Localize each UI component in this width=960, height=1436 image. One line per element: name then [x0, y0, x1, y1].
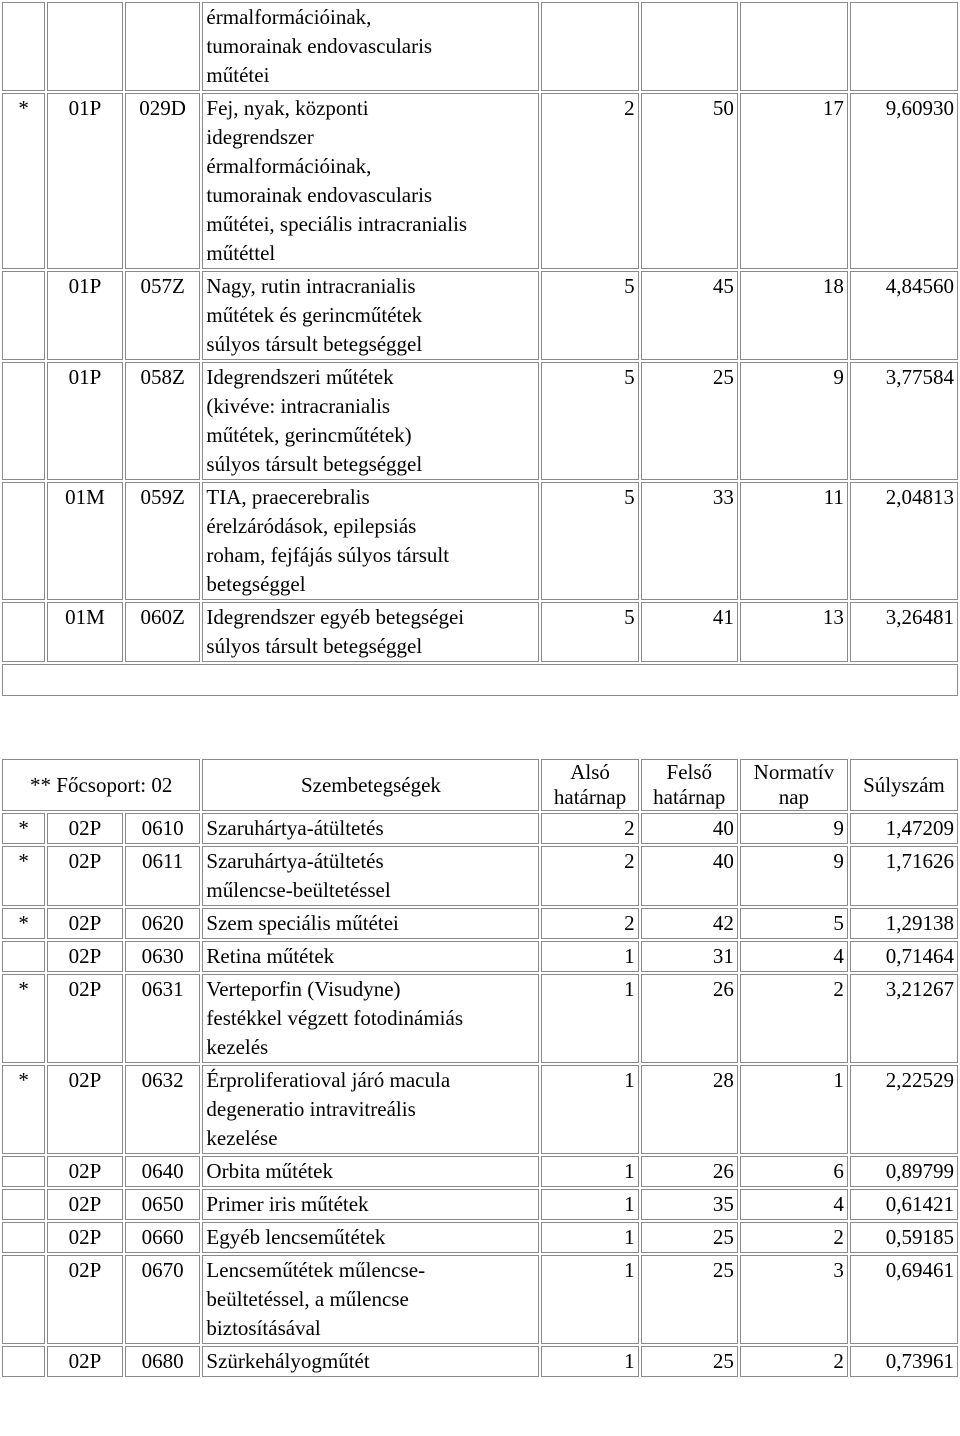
normative-days: 4 [740, 1189, 848, 1220]
upper-limit-days: 50 [641, 93, 738, 269]
star-mark: * [2, 1065, 45, 1154]
main-group-code: 02P [47, 908, 123, 939]
drg-name: Idegrendszeri műtétek (kivéve: intracranialis műtétek, gerincműtétek) súlyos társult betegséggel [202, 362, 539, 480]
table-row [2, 1222, 958, 1253]
normative-days: 11 [740, 482, 848, 600]
drg-name: Szem speciális műtétei [202, 908, 539, 939]
normative-days: 17 [740, 93, 848, 269]
normative-days: 4 [740, 941, 848, 972]
normative-days: 9 [740, 813, 848, 844]
lower-limit-days: 1 [541, 974, 638, 1063]
drg-name: Érproliferatioval járó macula degeneratio intravitreális kezelése [202, 1065, 539, 1154]
main-group-code [47, 2, 123, 91]
lower-limit-days: 1 [541, 1189, 638, 1220]
upper-limit-days: 25 [641, 1255, 738, 1344]
weight-value: 1,47209 [850, 813, 958, 844]
main-group-code: 01P [47, 362, 123, 480]
star-mark [2, 362, 45, 480]
table-row [2, 93, 958, 269]
weight-value: 2,04813 [850, 482, 958, 600]
upper-limit-days: 25 [641, 1222, 738, 1253]
main-group-code: 01P [47, 271, 123, 360]
normative-days [740, 2, 848, 91]
weight-value: 0,59185 [850, 1222, 958, 1253]
upper-limit-days: 41 [641, 602, 738, 662]
weight-value: 0,61421 [850, 1189, 958, 1220]
normative-days: 18 [740, 271, 848, 360]
main-group-code: 02P [47, 1156, 123, 1187]
header-normative-days: Normatív nap [740, 759, 848, 811]
header-upper-limit: Felső határnap [641, 759, 738, 811]
drg-code: 0610 [125, 813, 201, 844]
main-group-code: 02P [47, 1255, 123, 1344]
lower-limit-days: 1 [541, 1346, 638, 1377]
main-group-code: 01P [47, 93, 123, 269]
weight-value: 0,89799 [850, 1156, 958, 1187]
upper-limit-days: 45 [641, 271, 738, 360]
upper-limit-days [641, 2, 738, 91]
main-group-label: ** Főcsoport: 02 [2, 759, 200, 811]
main-group-code: 02P [47, 1222, 123, 1253]
drg-name: Verteporfin (Visudyne) festékkel végzett fotodinámiás kezelés [202, 974, 539, 1063]
drg-name: Szaruhártya-átültetés [202, 813, 539, 844]
table-header-row [2, 759, 958, 811]
main-group-code: 02P [47, 1189, 123, 1220]
star-mark: * [2, 908, 45, 939]
drg-code: 029D [125, 93, 201, 269]
drg-code [125, 2, 201, 91]
lower-limit-days: 2 [541, 846, 638, 906]
weight-value: 3,77584 [850, 362, 958, 480]
table-row [2, 974, 958, 1063]
star-mark [2, 1222, 45, 1253]
star-mark: * [2, 846, 45, 906]
table-row [2, 908, 958, 939]
table-row [2, 1156, 958, 1187]
star-mark [2, 1189, 45, 1220]
normative-days: 2 [740, 1222, 848, 1253]
star-mark [2, 482, 45, 600]
drg-name: Nagy, rutin intracranialis műtétek és gerincműtétek súlyos társult betegséggel [202, 271, 539, 360]
weight-value: 3,26481 [850, 602, 958, 662]
empty-row [2, 664, 958, 696]
normative-days: 2 [740, 974, 848, 1063]
main-group-code: 02P [47, 846, 123, 906]
drg-name: érmalformációinak, tumorainak endovascularis műtétei [202, 2, 539, 91]
normative-days: 3 [740, 1255, 848, 1344]
weight-value: 9,60930 [850, 93, 958, 269]
lower-limit-days: 5 [541, 602, 638, 662]
drg-code: 0660 [125, 1222, 201, 1253]
table-row [2, 1255, 958, 1344]
weight-value: 1,71626 [850, 846, 958, 906]
upper-limit-days: 25 [641, 1346, 738, 1377]
upper-limit-days: 26 [641, 1156, 738, 1187]
drg-code: 0650 [125, 1189, 201, 1220]
drg-table-group-01 [0, 0, 960, 698]
star-mark: * [2, 813, 45, 844]
upper-limit-days: 33 [641, 482, 738, 600]
drg-name: Orbita műtétek [202, 1156, 539, 1187]
drg-name: Fej, nyak, központi idegrendszer érmalformációinak, tumorainak endovascularis műtétei, speciális intracranialis műtéttel [202, 93, 539, 269]
drg-table-group-02 [0, 757, 960, 1379]
lower-limit-days: 1 [541, 941, 638, 972]
drg-name: Primer iris műtétek [202, 1189, 539, 1220]
weight-value: 0,69461 [850, 1255, 958, 1344]
drg-name: Szürkehályogműtét [202, 1346, 539, 1377]
drg-code: 057Z [125, 271, 201, 360]
lower-limit-days: 5 [541, 362, 638, 480]
drg-code: 0630 [125, 941, 201, 972]
star-mark: * [2, 974, 45, 1063]
main-group-code: 02P [47, 813, 123, 844]
table-row [2, 1346, 958, 1377]
normative-days: 1 [740, 1065, 848, 1154]
table-row [2, 482, 958, 600]
normative-days: 9 [740, 846, 848, 906]
table-row [2, 2, 958, 91]
lower-limit-days: 1 [541, 1065, 638, 1154]
drg-name: Szaruhártya-átültetés műlencse-beültetéssel [202, 846, 539, 906]
upper-limit-days: 35 [641, 1189, 738, 1220]
main-group-code: 02P [47, 941, 123, 972]
drg-name: Retina műtétek [202, 941, 539, 972]
table-row [2, 1189, 958, 1220]
weight-value: 3,21267 [850, 974, 958, 1063]
drg-code: 0611 [125, 846, 201, 906]
main-group-code: 01M [47, 482, 123, 600]
lower-limit-days [541, 2, 638, 91]
table-row [2, 941, 958, 972]
weight-value: 1,29138 [850, 908, 958, 939]
normative-days: 9 [740, 362, 848, 480]
empty-cell [2, 664, 958, 696]
drg-name: Egyéb lencseműtétek [202, 1222, 539, 1253]
upper-limit-days: 40 [641, 813, 738, 844]
drg-code: 0620 [125, 908, 201, 939]
main-group-code: 01M [47, 602, 123, 662]
upper-limit-days: 25 [641, 362, 738, 480]
drg-code: 0640 [125, 1156, 201, 1187]
star-mark [2, 941, 45, 972]
lower-limit-days: 1 [541, 1156, 638, 1187]
lower-limit-days: 2 [541, 908, 638, 939]
table-row [2, 362, 958, 480]
drg-name: Idegrendszer egyéb betegségei súlyos társult betegséggel [202, 602, 539, 662]
lower-limit-days: 2 [541, 813, 638, 844]
upper-limit-days: 31 [641, 941, 738, 972]
star-mark: * [2, 93, 45, 269]
table-row [2, 1065, 958, 1154]
table-row [2, 602, 958, 662]
upper-limit-days: 40 [641, 846, 738, 906]
drg-name: TIA, praecerebralis érelzáródások, epilepsiás roham, fejfájás súlyos társult betegséggel [202, 482, 539, 600]
lower-limit-days: 5 [541, 482, 638, 600]
main-group-title: Szembetegségek [202, 759, 539, 811]
weight-value [850, 2, 958, 91]
normative-days: 13 [740, 602, 848, 662]
drg-name: Lencseműtétek műlencse- beültetéssel, a műlencse biztosításával [202, 1255, 539, 1344]
weight-value: 0,71464 [850, 941, 958, 972]
drg-code: 0632 [125, 1065, 201, 1154]
lower-limit-days: 1 [541, 1255, 638, 1344]
lower-limit-days: 2 [541, 93, 638, 269]
header-lower-limit: Alsó határnap [541, 759, 638, 811]
star-mark [2, 1346, 45, 1377]
drg-code: 0631 [125, 974, 201, 1063]
upper-limit-days: 42 [641, 908, 738, 939]
normative-days: 5 [740, 908, 848, 939]
normative-days: 2 [740, 1346, 848, 1377]
header-weight: Súlyszám [850, 759, 958, 811]
drg-code: 059Z [125, 482, 201, 600]
table-row [2, 271, 958, 360]
star-mark [2, 1255, 45, 1344]
drg-code: 0670 [125, 1255, 201, 1344]
weight-value: 4,84560 [850, 271, 958, 360]
lower-limit-days: 5 [541, 271, 638, 360]
normative-days: 6 [740, 1156, 848, 1187]
star-mark [2, 271, 45, 360]
drg-code: 058Z [125, 362, 201, 480]
upper-limit-days: 28 [641, 1065, 738, 1154]
star-mark [2, 2, 45, 91]
star-mark [2, 1156, 45, 1187]
upper-limit-days: 26 [641, 974, 738, 1063]
drg-code: 0680 [125, 1346, 201, 1377]
weight-value: 0,73961 [850, 1346, 958, 1377]
main-group-code: 02P [47, 1346, 123, 1377]
table-row [2, 813, 958, 844]
weight-value: 2,22529 [850, 1065, 958, 1154]
main-group-code: 02P [47, 1065, 123, 1154]
star-mark [2, 602, 45, 662]
lower-limit-days: 1 [541, 1222, 638, 1253]
drg-code: 060Z [125, 602, 201, 662]
main-group-code: 02P [47, 974, 123, 1063]
table-row [2, 846, 958, 906]
